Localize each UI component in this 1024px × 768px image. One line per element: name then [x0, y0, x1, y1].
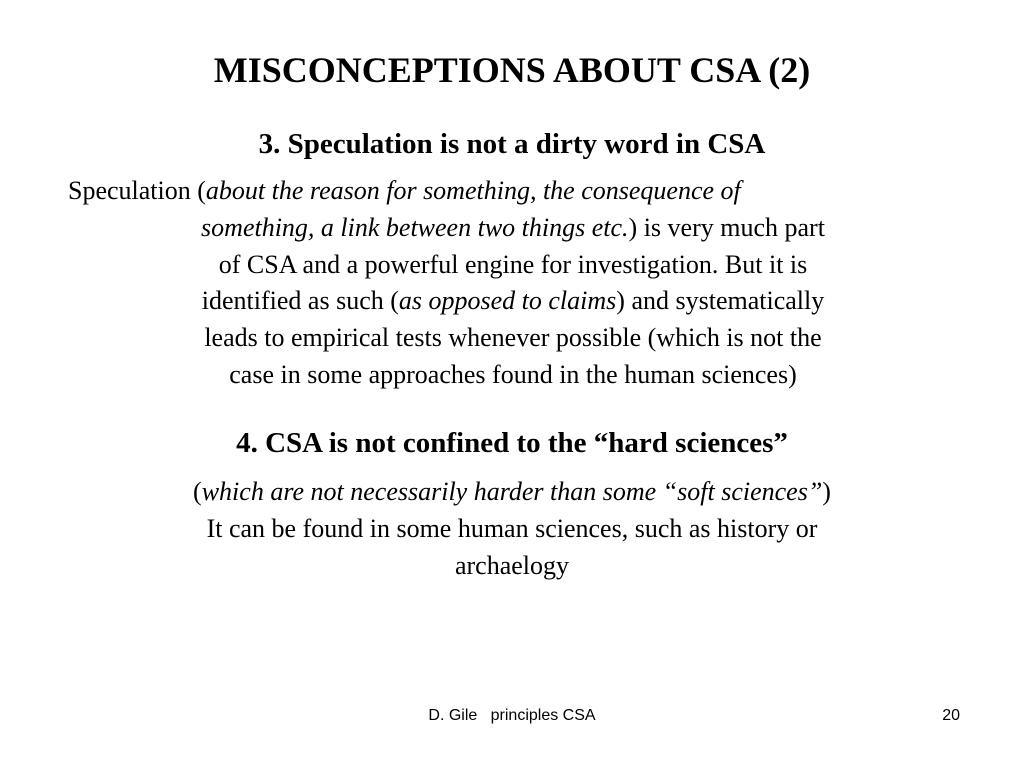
text-run: ) is very much part — [628, 212, 825, 242]
text-run: identified as such ( — [201, 286, 399, 316]
italic-run: as opposed to claims — [398, 286, 617, 316]
section-4-heading: 4. CSA is not confined to the “hard sciences” — [236, 427, 788, 459]
text-run: ) and systematically — [616, 286, 825, 316]
text-run: ( — [193, 477, 202, 506]
paragraph-line: It can be found in some human sciences, such as history or — [206, 513, 818, 543]
paragraph-line: archaelogy — [454, 550, 570, 580]
text-run: Speculation ( — [68, 176, 206, 205]
section-3-heading: 3. Speculation is not a dirty word in CSA — [258, 128, 766, 160]
text-run: ) — [822, 477, 831, 506]
paragraph-line: case in some approaches found in the human sciences) — [229, 359, 797, 389]
paragraph-line: leads to empirical tests whenever possible (which is not the — [204, 323, 822, 353]
section-4-paragraph — [60, 474, 964, 584]
slide-number: 20 — [942, 707, 960, 724]
paragraph-line — [68, 210, 958, 247]
italic-run: something, a link between two things etc. — [201, 212, 629, 242]
paragraph-line — [68, 283, 958, 320]
paragraph-line — [60, 474, 964, 511]
italic-run: about the reason for something, the consequence of — [205, 176, 741, 205]
slide-title: MISCONCEPTIONS ABOUT CSA (2) — [213, 50, 811, 90]
section-3-paragraph — [68, 173, 958, 394]
italic-run: which are not necessarily harder than some “soft sciences” — [201, 477, 823, 506]
paragraph-line: of CSA and a powerful engine for investigation. But it is — [218, 249, 808, 279]
paragraph-line — [68, 173, 958, 210]
footer-text: D. Gile principles CSA — [428, 707, 596, 724]
